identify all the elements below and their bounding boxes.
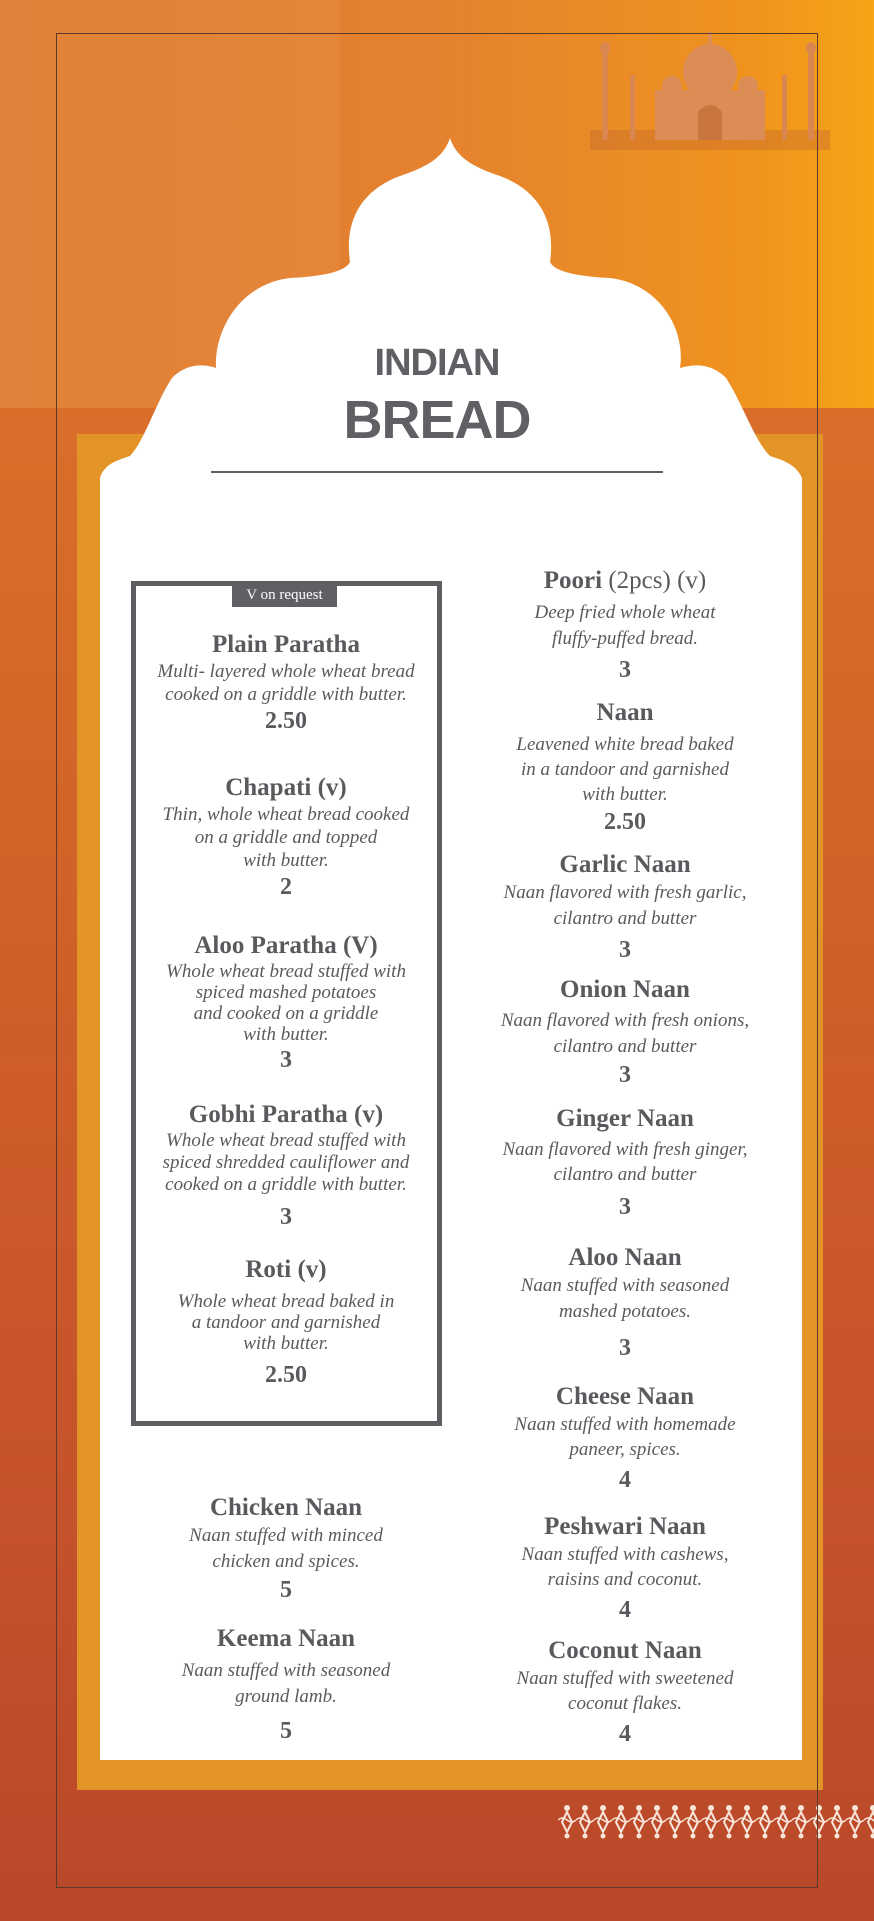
item-description: Thin, whole wheat bread cooked on a griddle and topped with butter. [162,804,410,871]
item-name: Aloo Naan [568,1244,682,1271]
menu-item-gobhi-paratha [136,1100,436,1232]
item-description: Whole wheat bread stuffed with spiced shredded cauliflower and cooked on a griddle with butter. [162,1130,410,1195]
item-description: Naan flavored with fresh ginger, cilantro and butter [502,1139,748,1185]
item-description: Leavened white bread baked in a tandoor and garnished with butter. [516,734,734,805]
title-line-2: BREAD [343,390,531,450]
v-on-request-tag: V on request [232,583,337,607]
item-description: Naan stuffed with homemade paneer, spices. [514,1414,736,1460]
item-price: 3 [619,1194,631,1220]
item-price: 5 [280,1718,292,1744]
menu-item-coconut-naan [480,1636,770,1749]
item-description: Whole wheat bread baked in a tandoor and garnished with butter. [177,1291,395,1354]
item-description: Naan stuffed with seasoned ground lamb. [181,1660,391,1707]
item-name: Chicken Naan [209,1494,363,1521]
item-price: 3 [619,657,631,683]
item-description: Naan flavored with fresh onions, cilantro and butter [500,1010,750,1057]
menu-item-garlic-naan [480,850,770,965]
item-price: 2 [280,874,292,900]
item-name: Peshwari Naan [544,1513,706,1540]
item-price: 4 [619,1467,631,1493]
item-name-extra: (2pcs) (v) [602,567,707,594]
menu-item-plain-paratha [136,630,436,736]
item-name: Roti (v) [245,1256,327,1283]
item-name: Cheese Naan [555,1383,695,1410]
decorative-lace-border [558,1800,874,1840]
menu-item-onion-naan [480,975,770,1090]
item-price: 5 [280,1577,292,1603]
item-name: Keema Naan [216,1625,356,1652]
item-name: Onion Naan [560,976,690,1003]
item-description: Naan flavored with fresh garlic, cilantro and butter [503,882,747,929]
item-name: Ginger Naan [556,1105,694,1132]
taj-mahal-image [590,20,830,150]
item-price: 3 [619,937,631,963]
menu-item-aloo-paratha [136,931,436,1075]
item-description: Deep fried whole wheat fluffy-puffed bread. [534,602,716,649]
menu-item-chicken-naan [136,1493,436,1605]
item-name: Gobhi Paratha (v) [188,1101,384,1128]
item-price: 2.50 [265,1362,307,1388]
item-price: 4 [619,1597,631,1623]
item-price: 2.50 [265,708,307,734]
item-description: Whole wheat bread stuffed with spiced mashed potatoes and cooked on a griddle with butter. [166,961,406,1045]
item-description: Naan stuffed with cashews, raisins and coconut. [521,1544,729,1590]
item-description: Naan stuffed with minced chicken and spices. [189,1525,383,1572]
menu-item-peshwari-naan [480,1512,770,1625]
item-price: 3 [619,1335,631,1361]
item-name [480,566,770,596]
menu-item-keema-naan [136,1624,436,1746]
item-name: Chapati (v) [225,774,347,801]
menu-item-naan [480,698,770,837]
menu-item-cheese-naan [480,1382,770,1495]
menu-item-poori [480,566,770,685]
item-name: Garlic Naan [559,851,691,878]
menu-item-chapati [136,773,436,902]
title-line-1: INDIAN [374,342,500,384]
item-description: Naan stuffed with sweetened coconut flakes. [516,1668,734,1714]
item-name: Aloo Paratha (V) [194,932,378,959]
item-description: Naan stuffed with seasoned mashed potatoes. [520,1275,730,1322]
item-name: Naan [596,699,654,726]
item-price: 2.50 [604,809,646,835]
menu-item-aloo-naan [480,1243,770,1363]
item-description: Multi- layered whole wheat bread cooked on a griddle with butter. [157,661,415,705]
item-name: Coconut Naan [548,1637,702,1664]
menu-item-roti [136,1255,436,1390]
item-name: Plain Paratha [212,631,360,658]
item-name-main: Poori [543,567,603,594]
menu-item-ginger-naan [480,1104,770,1222]
item-price: 4 [619,1721,631,1747]
item-price: 3 [280,1204,292,1230]
item-price: 3 [280,1047,292,1073]
item-price: 3 [619,1062,631,1088]
title-divider [211,471,663,473]
